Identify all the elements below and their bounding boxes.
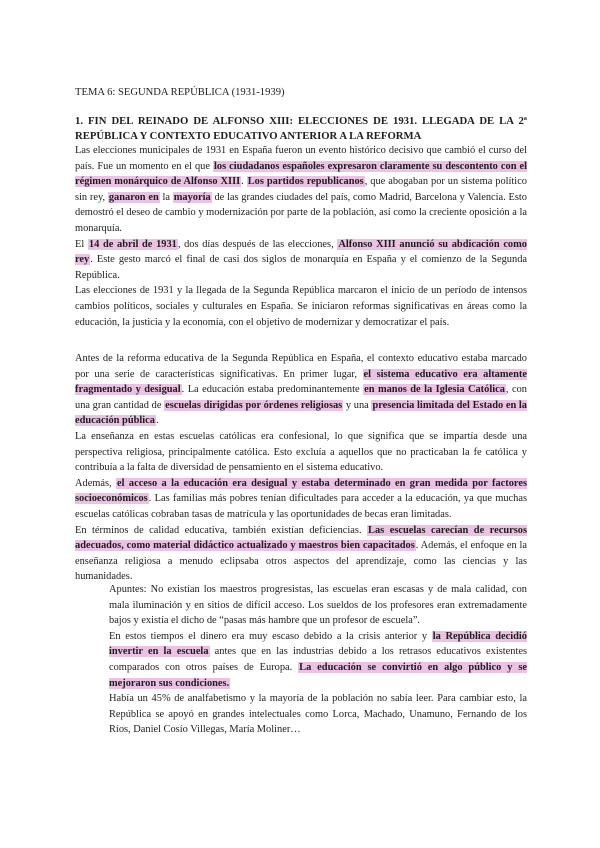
paragraph-acceso: Además, el acceso a la educación era desigual y estaba determinado en gran medida por factores socioeconómicos. Las familias más pobres tenían dificultades para acceder a la educación, ya que muchas escuelas católicas cobraban tasas de matrícula y las oportunidades de becas eran limitadas. — [75, 477, 527, 520]
highlight: mayoría — [173, 191, 211, 203]
section-2-body — [75, 351, 527, 585]
highlight: el acceso a la educación era desigual y estaba determinado en gran medida por factores socioeconómicos — [75, 477, 527, 505]
highlight: La educación se convirtió en algo público y se mejoraron sus condiciones. — [109, 661, 527, 689]
doc-title: TEMA 6: SEGUNDA REPÚBLICA (1931-1939) — [75, 87, 285, 98]
paragraph-cambios: Las elecciones de 1931 y la llegada de la Segunda República marcaron el inicio de un período de intensos cambios políticos, sociales y culturales en España. Se iniciaron reformas significativas en áreas como la educación, la justicia y la economía, con el objetivo de modernizar y democratizar el país. — [75, 285, 527, 328]
paragraph-confesional: La enseñanza en estas escuelas católicas era confesional, lo que significa que se impartía desde una perspectiva religiosa, principalmente católica. Esto excluía a aquellos que no practicaban la fe católica y contribuía a la falta de diversidad de pensamiento en el sistema educativo. — [75, 430, 527, 474]
highlight: en manos de la Iglesia Católica — [364, 384, 505, 396]
highlight: Alfonso XIII anunció su abdicación como rey — [75, 238, 527, 266]
highlight: ganaron en — [108, 191, 159, 203]
paragraph-elecciones-1931: Las elecciones municipales de 1931 en España fueron un evento histórico decisivo que cambió el curso del país. Fue un momento en el que los ciudadanos españoles expresaron claramente su descontento con el régimen monárquico de Alfonso XIII. Los partidos republicanos, que abogaban por un sistema político sin rey, ganaron en la mayoría de las grandes ciudades del país, como Madrid, Barcelona y Valencia. Esto demostró el deseo de cambio y modernización por parte de la población, así como la creciente oposición a la monarquía. — [75, 145, 527, 234]
paragraph-apuntes-inversion: En estos tiempos el dinero era muy escaso debido a la crisis anterior y la República decidió invertir en la escuela antes que en las industrias debido a los retrasos educativos existentes comparados con otros países de Europa. La educación se convirtió en algo público y se mejoraron sus condiciones. — [109, 630, 527, 689]
highlight: 14 de abril de 1931 — [88, 238, 177, 250]
paragraph-contexto-educativo: Antes de la reforma educativa de la Segunda República en España, el contexto educativo estaba marcado por una serie de características significativas. En primer lugar, el sistema educativo era altamente fragmentado y desigual. La educación estaba predominantemente en manos de la Iglesia Católica, con una gran cantidad de escuelas dirigidas por órdenes religiosas y una presencia limitada del Estado en la educación pública. — [75, 353, 528, 427]
highlight: Las escuelas carecían de recursos adecuados, como material didáctico actualizado y maestros bien capacitados — [75, 524, 527, 552]
highlight: Los partidos republicanos — [247, 176, 364, 188]
highlight: la República decidió invertir en la escuela — [109, 630, 527, 658]
paragraph-apuntes-maestros: Apuntes: No existían los maestros progresistas, las escuelas eran escasas y de mala calidad, con mala iluminación y en sitios de difícil acceso. Los sueldos de los profesores eran extremadamente bajos y existía el dicho de “pasas más hambre que un profesor de escuela”. — [109, 584, 527, 627]
section-1-body — [75, 143, 527, 330]
apuntes-notes — [109, 582, 527, 738]
paragraph-calidad: En términos de calidad educativa, también existían deficiencias. Las escuelas carecían de recursos adecuados, como material didáctico actualizado y maestros bien capacitados. Además, el enfoque en la enseñanza religiosa a menudo eclipsaba otros aspectos del aprendizaje, como las ciencias y las humanidades. — [75, 524, 527, 583]
highlight: presencia limitada del Estado en la educación pública — [75, 399, 528, 427]
section-heading: 1. FIN DEL REINADO DE ALFONSO XIII: ELECCIONES DE 1931. LLEGADA DE LA 2ª REPÚBLICA Y CONTEXTO EDUCATIVO ANTERIOR A LA REFORMA — [75, 115, 527, 142]
highlight: el sistema educativo era altamente fragmentado y desigual — [75, 368, 528, 396]
highlight: los ciudadanos españoles expresaron claramente su descontento con el régimen monárquico de Alfonso XIII — [75, 160, 527, 188]
paragraph-abdicacion: El 14 de abril de 1931, dos días después de las elecciones, Alfonso XIII anunció su abdicación como rey. Este gesto marcó el final de casi dos siglos de monarquía en España y el comienzo de la Segunda República. — [75, 238, 527, 281]
highlight: escuelas dirigidas por órdenes religiosas — [165, 399, 343, 411]
paragraph-apuntes-analfabetismo: Había un 45% de analfabetismo y la mayoría de la población no sabía leer. Para cambiar esto, la República se apoyó en grandes intelectuales como Lorca, Machado, Unamuno, Fernando de los Ríos, Daniel Cosío Villegas, María Moliner… — [109, 693, 527, 736]
